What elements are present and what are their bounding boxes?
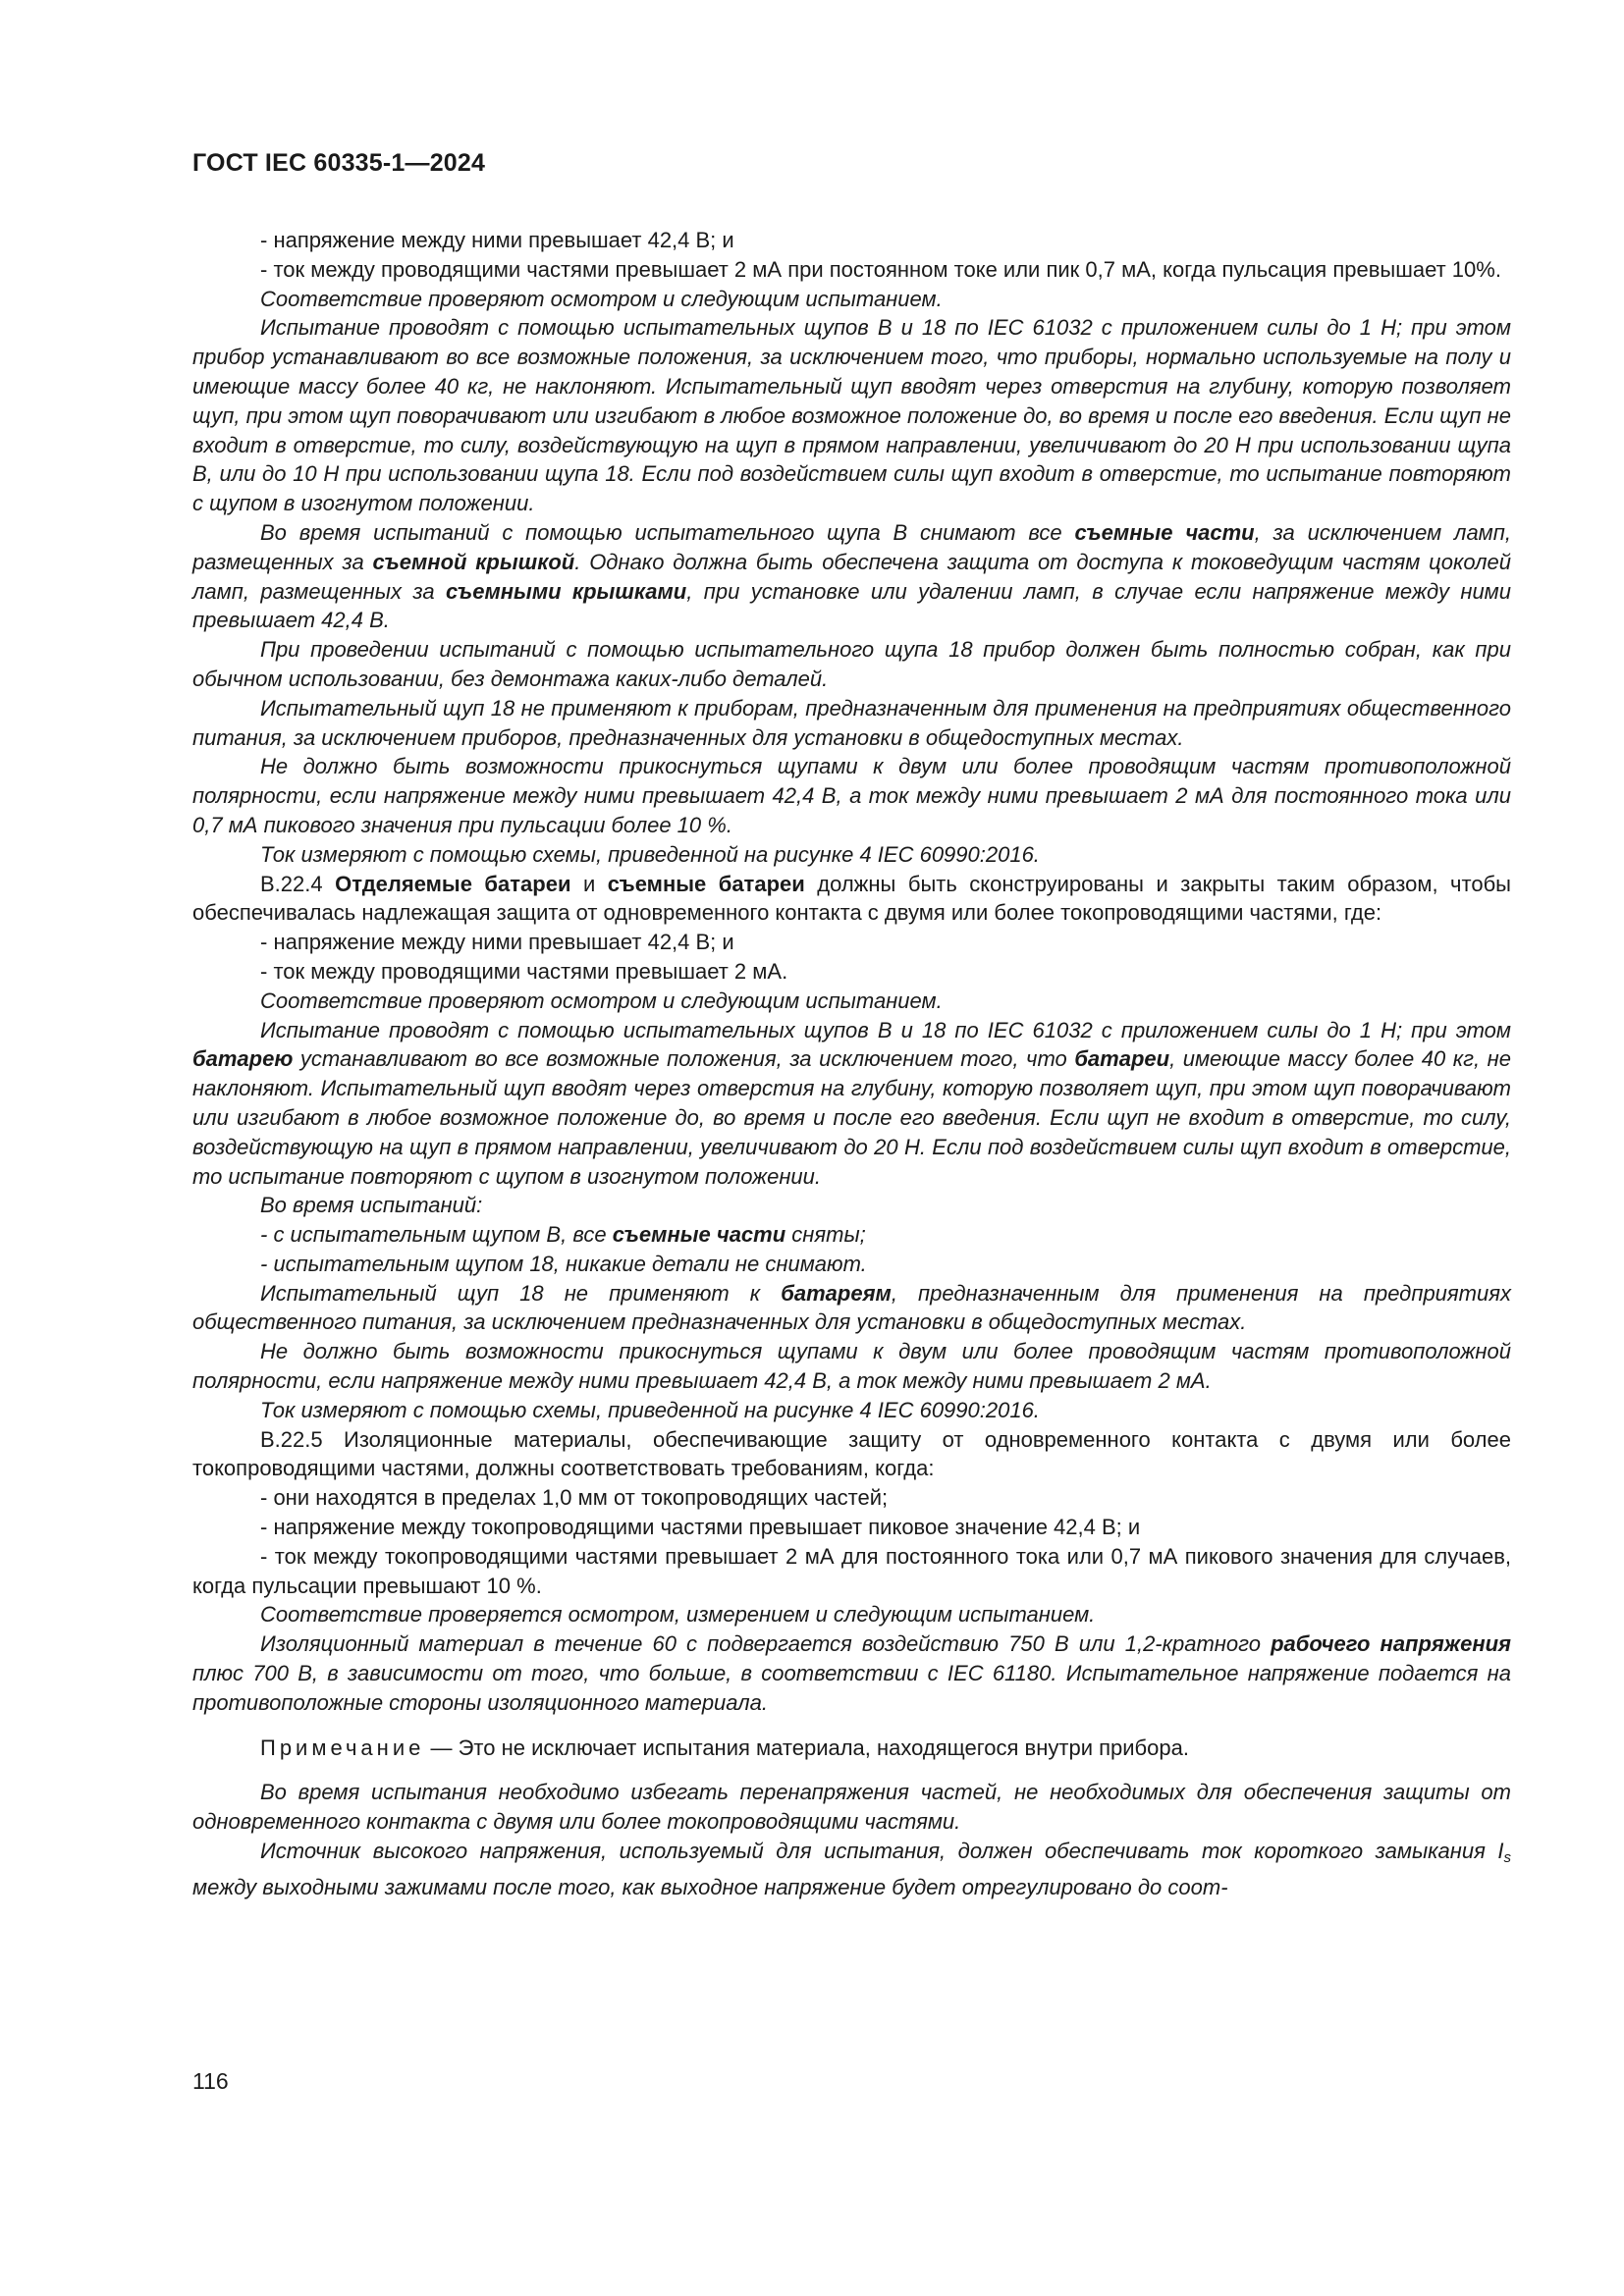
- paragraph: Соответствие проверяется осмотром, измерением и следующим испытанием.: [260, 1602, 1096, 1628]
- paragraph: Не должно быть возможности прикоснуться щупами к двум или более проводящим частям противоположной полярности, если напряжение между ними превышает 42,4 В, а ток между ними превышает 2 мА для постоянного тока или 0,7 мА пикового значения при пульсации более 10 %.: [192, 754, 1511, 837]
- note-label: Примечание: [260, 1735, 425, 1760]
- paragraph: Во время испытаний с помощью испытательного щупа В снимают все съемные части, за исключением ламп, размещенных за съемной крышкой. Однако должна быть обеспечена защита от доступа к токоведущим частям цоколей ламп, размещенных за съемными крышками, при установке или удалении ламп, в случае если напряжение между ними превышает 42,4 В.: [192, 519, 1511, 633]
- paragraph: Испытание проводят с помощью испытательных щупов В и 18 по IEC 61032 с приложением силы до 1 Н; при этом прибор устанавливают во все возможные положения, за исключением того, что приборы, нормально используемые на полу и имеющие массу более 40 кг, не наклоняют. Испытательный щуп вводят через отверстия на глубину, которую позволяет щуп, при этом щуп поворачивают или изгибают в любое возможное положение до, во время и после его введения. Если щуп не входит в отверстие, то силу, воздействующую на щуп в прямом направлении, увеличивают до 20 Н при использовании щупа В, или до 10 Н при использовании щупа 18. Если под воздействием силы щуп входит в отверстие, то испытание повторяют с щупом в изогнутом положении.: [192, 315, 1511, 516]
- paragraph: - ток между токопроводящими частями превышает 2 мА для постоянного тока или 0,7 мА пикового значения для случаев, когда пульсации превышают 10 %.: [192, 1543, 1511, 1598]
- paragraph: - напряжение между ними превышает 42,4 В; и: [260, 228, 734, 252]
- paragraph: - испытательным щупом 18, никакие детали не снимают.: [260, 1251, 867, 1276]
- paragraph: Источник высокого напряжения, используемый для испытания, должен обеспечивать ток короткого замыкания $I_s$ между выходными зажимами после того, как выходное напряжение будет отрегулировано до соот-: [192, 1839, 1511, 1899]
- paragraph: Соответствие проверяют осмотром и следующим испытанием.: [260, 286, 943, 311]
- note-text: Это не исключает испытания материала, находящегося внутри прибора.: [458, 1735, 1189, 1760]
- paragraph: Изоляционный материал в течение 60 с подвергается воздействию 750 В или 1,2-кратного рабочего напряжения плюс 700 В, в зависимости от того, что больше, в соответствии с IEC 61180. Испытательное напряжение подается на противоположные стороны изоляционного материала.: [192, 1631, 1511, 1715]
- paragraph: - ток между проводящими частями превышает 2 мА.: [260, 958, 788, 984]
- paragraph: Соответствие проверяют осмотром и следующим испытанием.: [260, 988, 943, 1013]
- clause-paragraph: В.22.4 Отделяемые батареи и съемные батареи должны быть сконструированы и закрыты таким образом, чтобы обеспечивалась надлежащая защита от одновременного контакта с двумя или более токопроводящими частями, где:: [192, 871, 1511, 926]
- defined-term: съемные батареи: [607, 871, 805, 896]
- defined-term: съемные части: [1074, 519, 1255, 545]
- paragraph: - ток между проводящими частями превышает 2 мА при постоянном токе или пик 0,7 мА, когда пульсация превышает 10%.: [260, 256, 1501, 282]
- defined-term: съемной крышкой: [372, 549, 575, 574]
- paragraph: Во время испытания необходимо избегать перенапряжения частей, не необходимых для обеспечения защиты от одновременного контакта с двумя или более токопроводящими частями.: [192, 1780, 1511, 1835]
- document-body: [192, 226, 1511, 1902]
- paragraph: При проведении испытаний с помощью испытательного щупа 18 прибор должен быть полностью собран, как при обычном использовании, без демонтажа каких-либо деталей.: [192, 637, 1511, 691]
- paragraph: Испытательный щуп 18 не применяют к батареям, предназначенным для применения на предприятиях общественного питания, за исключением предназначенных для установки в общедоступных местах.: [192, 1280, 1511, 1335]
- defined-term: батареи: [1074, 1046, 1170, 1072]
- clause-paragraph: В.22.5 Изоляционные материалы, обеспечивающие защиту от одновременного контакта с двумя или более токопроводящими частями, должны соответствовать требованиям, когда:: [192, 1426, 1511, 1481]
- paragraph: Ток измеряют с помощью схемы, приведенной на рисунке 4 IEC 60990:2016.: [260, 841, 1040, 867]
- subscript: s: [1503, 1849, 1511, 1867]
- note: Примечание — Это не исключает испытания материала, находящегося внутри прибора.: [260, 1735, 1189, 1760]
- paragraph: Во время испытаний:: [260, 1193, 483, 1218]
- defined-term: съемными крышками: [445, 578, 687, 604]
- paragraph: Испытание проводят с помощью испытательных щупов В и 18 по IEC 61032 с приложением силы до 1 Н; при этом батарею устанавливают во все возможные положения, за исключением того, что батареи, имеющие массу более 40 кг, не наклоняют. Испытательный щуп вводят через отверстия на глубину, которую позволяет щуп, при этом щуп поворачивают или изгибают в любое возможное положение до, во время и после его введения. Если щуп не входит в отверстие, то силу, воздействующую на щуп в прямом направлении, увеличивают до 20 Н. Если под воздействием силы щуп входит в отверстие, то испытание повторяют с щупом в изогнутом положении.: [192, 1017, 1511, 1189]
- defined-term: рабочего напряжения: [1271, 1631, 1511, 1657]
- defined-term: Отделяемые батареи: [335, 871, 571, 896]
- paragraph: - они находятся в пределах 1,0 мм от токопроводящих частей;: [260, 1485, 889, 1511]
- paragraph: Ток измеряют с помощью схемы, приведенной на рисунке 4 IEC 60990:2016.: [260, 1397, 1040, 1422]
- paragraph: - напряжение между токопроводящими частями превышает пиковое значение 42,4 В; и: [260, 1515, 1141, 1540]
- page-number: 116: [192, 2068, 229, 2094]
- paragraph: Не должно быть возможности прикоснуться щупами к двум или более проводящим частям противоположной полярности, если напряжение между ними превышает 42,4 В, а ток между ними превышает 2 мА.: [192, 1339, 1511, 1394]
- document-header: ГОСТ IEC 60335-1—2024: [192, 149, 486, 177]
- paragraph: - напряжение между ними превышает 42,4 В; и: [260, 930, 734, 955]
- defined-term: батареям: [781, 1280, 892, 1306]
- paragraph: Испытательный щуп 18 не применяют к приборам, предназначенным для применения на предприятиях общественного питания, за исключением приборов, предназначенных для установки в общедоступных местах.: [192, 695, 1511, 750]
- defined-term: съемные части: [612, 1222, 786, 1248]
- paragraph: - с испытательным щупом В, все съемные части сняты;: [260, 1222, 866, 1248]
- defined-term: батарею: [192, 1046, 294, 1072]
